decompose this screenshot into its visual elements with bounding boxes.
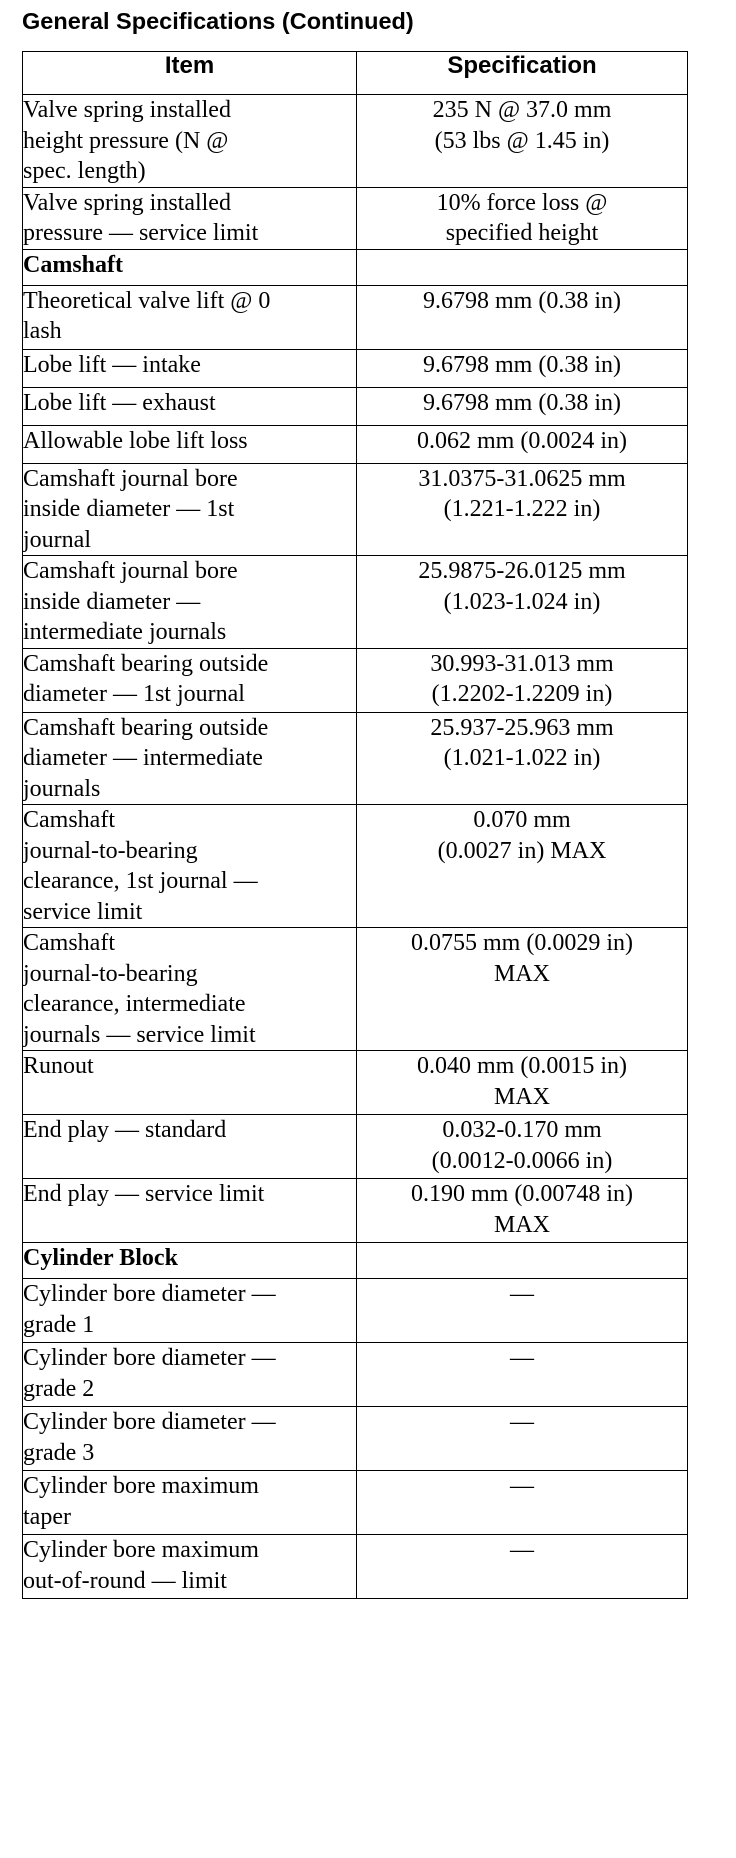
table-row [23,387,688,425]
table-row [23,928,688,1051]
item-text-line: diameter — 1st journal [23,681,245,707]
specification-text-line: — [510,1409,534,1435]
specification-text-line: MAX [493,1083,550,1110]
table-header-row [23,52,688,95]
table-body [23,95,688,1599]
item-text-line: End play — standard [23,1117,227,1143]
item-text-line: journal-to-bearing [23,960,198,987]
item-cell [23,1279,357,1343]
item-text-line: clearance, intermediate [23,991,246,1017]
item-cell [23,463,357,556]
item-text-line: Camshaft [23,930,115,956]
specification-text-line: 235 N @ 37.0 mm [432,97,612,123]
specification-cell [357,285,688,349]
specification-text-line: 0.032-0.170 mm [442,1117,602,1143]
item-cell [23,805,357,928]
table-row [23,95,688,188]
specification-cell [357,425,688,463]
specification-text-line: (0.0027 in) MAX [437,837,607,864]
item-cell [23,1179,357,1243]
table-row [23,648,688,712]
item-text-line: Cylinder bore diameter — [23,1281,276,1307]
table-row [23,1535,688,1599]
section-row [23,249,688,285]
item-text-line: Camshaft journal bore [23,465,238,492]
specification-text-line: (1.021-1.022 in) [443,745,601,771]
item-cell [23,95,357,188]
specification-text-line: 9.6798 mm (0.38 in) [423,389,621,416]
item-text-line: grade 2 [23,1375,95,1402]
item-text-line: journal-to-bearing [23,837,198,864]
item-cell [23,425,357,463]
table-row [23,349,688,387]
specification-text-line: MAX [493,960,550,987]
item-text-line: journals [23,775,101,802]
section-blank-cell [357,1243,688,1279]
item-text-line: inside diameter — 1st [23,496,235,522]
item-text-line: Cylinder bore maximum [23,1473,259,1499]
specification-text-line: (1.023-1.024 in) [443,588,601,615]
table-row [23,805,688,928]
specification-cell [357,712,688,805]
specification-text-line: (1.2202-1.2209 in) [431,681,613,707]
item-text-line: spec. length) [23,158,146,184]
specification-cell [357,1279,688,1343]
item-text-line: Valve spring installed [23,97,231,123]
table-row [23,1179,688,1243]
item-text-line: Valve spring installed [23,189,231,216]
section-row [23,1243,688,1279]
item-text-line: lash [23,318,62,344]
item-text-line: grade 1 [23,1311,95,1338]
item-cell [23,1471,357,1535]
item-cell [23,648,357,712]
specification-text-line: (53 lbs @ 1.45 in) [434,127,610,154]
item-text-line: out-of-round — limit [23,1567,227,1594]
item-text-line: taper [23,1503,71,1530]
table-row [23,556,688,649]
item-cell [23,1535,357,1599]
table-row [23,425,688,463]
table-row [23,1279,688,1343]
item-text-line: Camshaft bearing outside [23,650,269,677]
specification-text-line: 25.937-25.963 mm [430,714,614,741]
specification-cell [357,805,688,928]
item-cell [23,285,357,349]
specification-text-line: — [510,1537,534,1563]
item-text-line: Theoretical valve lift @ 0 [23,287,271,314]
table-row [23,712,688,805]
table-row [23,187,688,249]
specification-cell [357,648,688,712]
item-text-line: journal [23,526,91,553]
specification-text-line: 0.040 mm (0.0015 in) [417,1053,627,1079]
table-row [23,1407,688,1471]
item-cell [23,1115,357,1179]
specification-cell [357,463,688,556]
item-cell [23,712,357,805]
specification-text-line: 9.6798 mm (0.38 in) [423,351,621,378]
specification-text-line: 0.062 mm (0.0024 in) [417,427,627,454]
item-text-line: service limit [23,898,143,925]
section-blank-cell [357,249,688,285]
item-text-line: inside diameter — [23,588,201,615]
item-text-line: Lobe lift — exhaust [23,389,216,416]
specification-cell [357,95,688,188]
specification-text-line: 10% force loss @ [436,189,608,216]
item-text-line: Cylinder bore diameter — [23,1409,276,1435]
item-cell [23,187,357,249]
specification-text-line: — [510,1473,534,1499]
item-cell [23,349,357,387]
item-text-line: Allowable lobe lift loss [23,427,248,454]
item-text-line: Camshaft [23,807,115,833]
section-heading: Camshaft [23,249,357,285]
specification-cell [357,1051,688,1115]
specification-cell [357,556,688,649]
item-text-line: Runout [23,1053,94,1079]
column-header-specification: Specification [357,52,688,95]
specification-cell [357,928,688,1051]
specification-cell [357,349,688,387]
item-text-line: Cylinder bore maximum [23,1537,259,1563]
specification-cell [357,187,688,249]
item-text-line: height pressure (N @ [23,127,229,154]
specification-text-line: — [510,1345,534,1371]
section-heading: Cylinder Block [23,1243,357,1279]
item-text-line: Cylinder bore diameter — [23,1345,276,1371]
specification-text-line: (1.221-1.222 in) [443,496,601,522]
specification-text-line: 30.993-31.013 mm [430,650,614,677]
specification-text-line: 0.0755 mm (0.0029 in) [411,930,633,956]
specification-text-line: 0.070 mm [473,807,571,833]
table-row [23,1471,688,1535]
item-text-line: End play — service limit [23,1181,265,1207]
specification-cell [357,1407,688,1471]
item-text-line: diameter — intermediate [23,745,263,771]
table-row [23,1343,688,1407]
specification-text-line: 9.6798 mm (0.38 in) [423,287,621,314]
specification-cell [357,1115,688,1179]
item-text-line: Camshaft bearing outside [23,714,269,741]
specification-cell [357,387,688,425]
table-row [23,1051,688,1115]
specification-text-line: (0.0012-0.0066 in) [431,1147,613,1174]
specification-text-line: 0.190 mm (0.00748 in) [411,1181,633,1207]
specification-cell [357,1343,688,1407]
item-text-line: Lobe lift — intake [23,351,201,378]
item-cell [23,1051,357,1115]
item-cell [23,1407,357,1471]
specification-cell [357,1535,688,1599]
item-text-line: grade 3 [23,1439,95,1466]
item-cell [23,1343,357,1407]
specification-text-line: specified height [445,220,599,246]
item-text-line: clearance, 1st journal — [23,868,258,894]
page-title: General Specifications (Continued) [22,8,414,34]
item-cell [23,387,357,425]
column-header-item: Item [23,52,357,95]
table-row [23,463,688,556]
specification-text-line: 31.0375-31.0625 mm [418,465,626,492]
item-cell [23,556,357,649]
table-row [23,285,688,349]
item-text-line: journals — service limit [23,1021,256,1048]
item-text-line: pressure — service limit [23,220,259,246]
item-text-line: Camshaft journal bore [23,558,238,584]
specifications-table [22,51,688,1599]
specification-text-line: MAX [493,1211,550,1238]
specification-text-line: — [510,1281,534,1307]
item-cell [23,928,357,1051]
specification-cell [357,1471,688,1535]
table-row [23,1115,688,1179]
specification-text-line: 25.9875-26.0125 mm [418,558,626,584]
specification-cell [357,1179,688,1243]
item-text-line: intermediate journals [23,619,227,645]
